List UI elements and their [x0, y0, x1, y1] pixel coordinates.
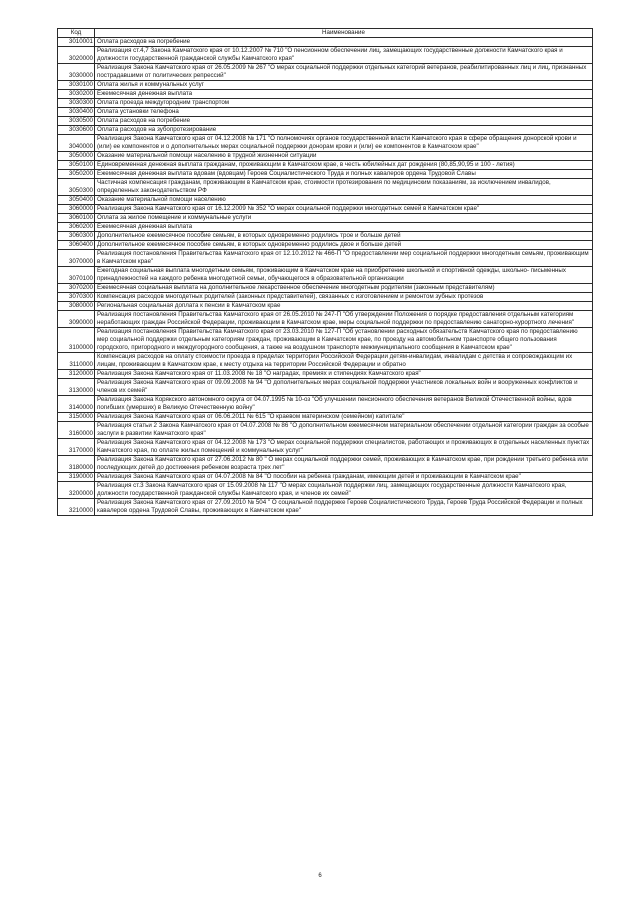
table-row	[58, 223, 593, 232]
row-code: 3140000	[58, 396, 95, 413]
row-name: Реализация Закона Корякского автономного округа от 04.07.1995 № 10-оз "Об улучшении пенсионного обеспечения ветеранов Великой Отечественной войны, вдов погибших (умерших) в Великую Отечественную войну"	[95, 396, 593, 413]
table-row	[58, 126, 593, 135]
row-name: Реализация статьи 2 Закона Камчатского края от 04.07.2008 № 86 "О дополнительном ежемесячном материальном обеспечении отдельной категории граждан за особые заслуги в развитии Камчатского края"	[95, 422, 593, 439]
header-name: Наименование	[95, 29, 593, 38]
table-row	[58, 38, 593, 47]
table-row	[58, 293, 593, 302]
row-code: 3040000	[58, 135, 95, 152]
table-row	[58, 170, 593, 179]
table-row	[58, 135, 593, 152]
row-code: 3080000	[58, 302, 95, 311]
row-name: Ежемесячная денежная выплата	[95, 90, 593, 99]
row-name: Реализация ст.4,7 Закона Камчатского края от 10.12.2007 № 710 "О пенсионном обеспечении лиц, замещающих государственные должности Камчатского края и должности государственной гражданской службы Камчатского края"	[95, 47, 593, 64]
table-row	[58, 250, 593, 267]
row-code: 3190000	[58, 473, 95, 482]
row-code: 3020000	[58, 47, 95, 64]
table-row	[58, 64, 593, 81]
table-row	[58, 241, 593, 250]
row-code: 3050000	[58, 152, 95, 161]
row-name: Реализация Закона Камчатского края от 09.09.2008 № 94 "О дополнительных мерах социальной поддержки участников локальных войн и вооруженных конфликтов и членов их семей"	[95, 379, 593, 396]
row-code: 3160000	[58, 422, 95, 439]
row-name: Ежегодная социальная выплата многодетным семьям, проживающим в Камчатском крае на приобретение школьной и спортивной одежды, школьно- письменных принадлежностей на каждого ребенка многодетной семьи, обучающегося в образовательной организации	[95, 267, 593, 284]
table-row	[58, 328, 593, 353]
row-code: 3090000	[58, 311, 95, 328]
table-row	[58, 311, 593, 328]
row-code: 3070200	[58, 284, 95, 293]
row-name: Ежемесячная денежная выплата	[95, 223, 593, 232]
table-row	[58, 473, 593, 482]
row-code: 3050400	[58, 196, 95, 205]
table-row	[58, 108, 593, 117]
row-name: Оплата за жилое помещение и коммунальные услуги	[95, 214, 593, 223]
row-code: 3120000	[58, 370, 95, 379]
row-name: Дополнительное ежемесячное пособие семьям, в которых одновременно родились двое и больше детей	[95, 241, 593, 250]
row-name: Оказание материальной помощи населению в трудной жизненной ситуации	[95, 152, 593, 161]
row-code: 3070300	[58, 293, 95, 302]
row-code: 3050200	[58, 170, 95, 179]
row-name: Оплата расходов на погребение	[95, 38, 593, 47]
table-row	[58, 413, 593, 422]
table-row	[58, 161, 593, 170]
table-header-row	[58, 29, 593, 38]
row-name: Реализация Закона Камчатского края от 04.12.2008 № 173 "О мерах социальной поддержки специалистов, работающих и проживающих в отдельных населенных пунктах Камчатского края, по оплате жилых помещений и коммунальных услуг"	[95, 439, 593, 456]
table-row	[58, 396, 593, 413]
table-row	[58, 99, 593, 108]
row-name: Реализация Закона Камчатского края от 04.12.2008 № 171 "О полномочиях органов государственной власти Камчатского края в сфере обращения донорской крови и (или) ее компонентов и о дополнительных мерах социальной поддержки донорам крови и (или) ее компонентов в Камчатском крае"	[95, 135, 593, 152]
row-code: 3030300	[58, 99, 95, 108]
row-code: 3050100	[58, 161, 95, 170]
row-name: Оплата расходов на зубопротезирование	[95, 126, 593, 135]
row-name: Оплата проезда междугородним транспортом	[95, 99, 593, 108]
row-name: Реализация постановления Правительства Камчатского края от 26.05.2010 № 247-П "Об утверждении Положения о порядке предоставления отдельным категориям неработающих граждан Российской Федерации, проживающим в Камчатском крае, меры социальной поддержки по предоставлению санаторно-курортного лечения"	[95, 311, 593, 328]
row-code: 3060300	[58, 232, 95, 241]
row-code: 3170000	[58, 439, 95, 456]
row-code: 3070000	[58, 250, 95, 267]
table-row	[58, 353, 593, 370]
row-code: 3180000	[58, 456, 95, 473]
table-row	[58, 179, 593, 196]
row-name: Реализация постановления Правительства Камчатского края от 23.03.2010 № 127-П "Об установлении расходных обязательств Камчатского края по предоставлению мер социальной поддержки отдельным категориям граждан, проживающим в Камчатском крае, по проезду на автомобильном транспорте общего пользования городского, пригородного и междугородного сообщения, а также на воздушном транспорте межмуниципального сообщения в Камчатском крае"	[95, 328, 593, 353]
row-code: 3030400	[58, 108, 95, 117]
row-code: 3100000	[58, 328, 95, 353]
page-number: 6	[318, 873, 322, 879]
row-code: 3030500	[58, 117, 95, 126]
row-name: Региональная социальная доплата к пенсии в Камчатском крае	[95, 302, 593, 311]
row-name: Оплата установки телефона	[95, 108, 593, 117]
row-code: 3110000	[58, 353, 95, 370]
table-row	[58, 47, 593, 64]
row-code: 3070100	[58, 267, 95, 284]
row-code: 3030100	[58, 81, 95, 90]
row-code: 3030200	[58, 90, 95, 99]
row-code: 3030000	[58, 64, 95, 81]
table-row	[58, 152, 593, 161]
row-name: Реализация Закона Камчатского края от 06.06.2011 № 615 "О краевом материнском (семейном) капитале"	[95, 413, 593, 422]
table-row	[58, 117, 593, 126]
row-name: Реализация Закона Камчатского края от 04.07.2008 № 84 "О пособии на ребенка гражданам, имеющим детей и проживающим в Камчатском крае"	[95, 473, 593, 482]
table-row	[58, 456, 593, 473]
row-code: 3200000	[58, 482, 95, 499]
row-name: Оказание материальной помощи населению	[95, 196, 593, 205]
budget-code-table-sheet	[57, 28, 592, 516]
row-name: Оплата жилья и коммунальных услуг	[95, 81, 593, 90]
row-name: Реализация Закона Камчатского края от 27.09.2010 № 504 " О социальной поддержке Героев Социалистического Труда, Героев Труда Российской Федерации и полных кавалеров ордена Трудовой Славы, проживающих в Камчатском крае"	[95, 499, 593, 516]
table-row	[58, 205, 593, 214]
header-code: Код	[58, 29, 95, 38]
row-name: Реализация ст.3 Закона Камчатского края от 15.09.2008 № 117 "О мерах социальной поддержки лиц, замещающих государственные должности Камчатского края, должности государственной гражданской службы Камчатского края, и членов их семей"	[95, 482, 593, 499]
row-code: 3060400	[58, 241, 95, 250]
row-name: Дополнительное ежемесячное пособие семьям, в которых одновременно родились трое и больше детей	[95, 232, 593, 241]
table-row	[58, 267, 593, 284]
row-name: Реализация Закона Камчатского края от 26.05.2009 № 267 "О мерах социальной поддержки отдельных категорий ветеранов, реабилитированных лиц и лиц, признанных пострадавшими от политических репрессий"	[95, 64, 593, 81]
table-row	[58, 439, 593, 456]
row-name: Реализация Закона Камчатского края от 16.12.2009 № 352 "О мерах социальной поддержки многодетных семей в Камчатском крае"	[95, 205, 593, 214]
row-name: Реализация Закона Камчатского края от 11.03.2008 № 18 "О наградах, премиях и стипендиях Камчатского края"	[95, 370, 593, 379]
budget-code-table	[57, 28, 593, 516]
table-row	[58, 196, 593, 205]
table-row	[58, 232, 593, 241]
table-row	[58, 284, 593, 293]
row-code: 3050300	[58, 179, 95, 196]
row-name: Ежемесячная социальная выплата на дополнительное лекарственное обеспечение многодетным родителям (законным представителям)	[95, 284, 593, 293]
table-row	[58, 422, 593, 439]
row-name: Частичная компенсация гражданам, проживающим в Камчатском крае, стоимости протезирования по медицинским показаниям, за исключением инвалидов, определенных законодательством РФ	[95, 179, 593, 196]
row-name: Компенсация расходов на оплату стоимости проезда в пределах территории Российской Федерации детям-инвалидам, инвалидам с детства и сопровождающим их лицам, проживающим в Камчатском крае, к месту отдыха на территории Российской Федерации и обратно	[95, 353, 593, 370]
table-row	[58, 302, 593, 311]
row-code: 3150000	[58, 413, 95, 422]
row-code: 3060100	[58, 214, 95, 223]
table-row	[58, 379, 593, 396]
table-row	[58, 482, 593, 499]
table-row	[58, 90, 593, 99]
row-name: Единовременная денежная выплата гражданам, проживающим в Камчатском крае, в честь юбилейных дат рождения (80,85,90,95 и 100 - летия)	[95, 161, 593, 170]
row-code: 3030600	[58, 126, 95, 135]
row-name: Ежемесячная денежная выплата вдовам (вдовцам) Героев Социалистического Труда и полных кавалеров ордена Трудовой Славы	[95, 170, 593, 179]
row-name: Реализация постановления Правительства Камчатского края от 12.10.2012 № 466-П "О предоставлении мер социальной поддержки многодетным семьям, проживающим в Камчатском крае"	[95, 250, 593, 267]
table-row	[58, 499, 593, 516]
table-body	[58, 38, 593, 516]
row-code: 3060200	[58, 223, 95, 232]
row-code: 3130000	[58, 379, 95, 396]
row-code: 3210000	[58, 499, 95, 516]
row-name: Реализация Закона Камчатского края от 27.06.2012 № 80 " О мерах социальной поддержки семей, проживающих в Камчатском крае, при рождении третьего ребенка или последующих детей до достижения ребенком возраста трех лет"	[95, 456, 593, 473]
table-row	[58, 214, 593, 223]
row-code: 3010001	[58, 38, 95, 47]
row-code: 3060000	[58, 205, 95, 214]
row-name: Оплата расходов на погребение	[95, 117, 593, 126]
row-name: Компенсация расходов многодетных родителей (законных представителей), связанных с изготовлением и ремонтом зубных протезов	[95, 293, 593, 302]
table-row	[58, 81, 593, 90]
table-row	[58, 370, 593, 379]
